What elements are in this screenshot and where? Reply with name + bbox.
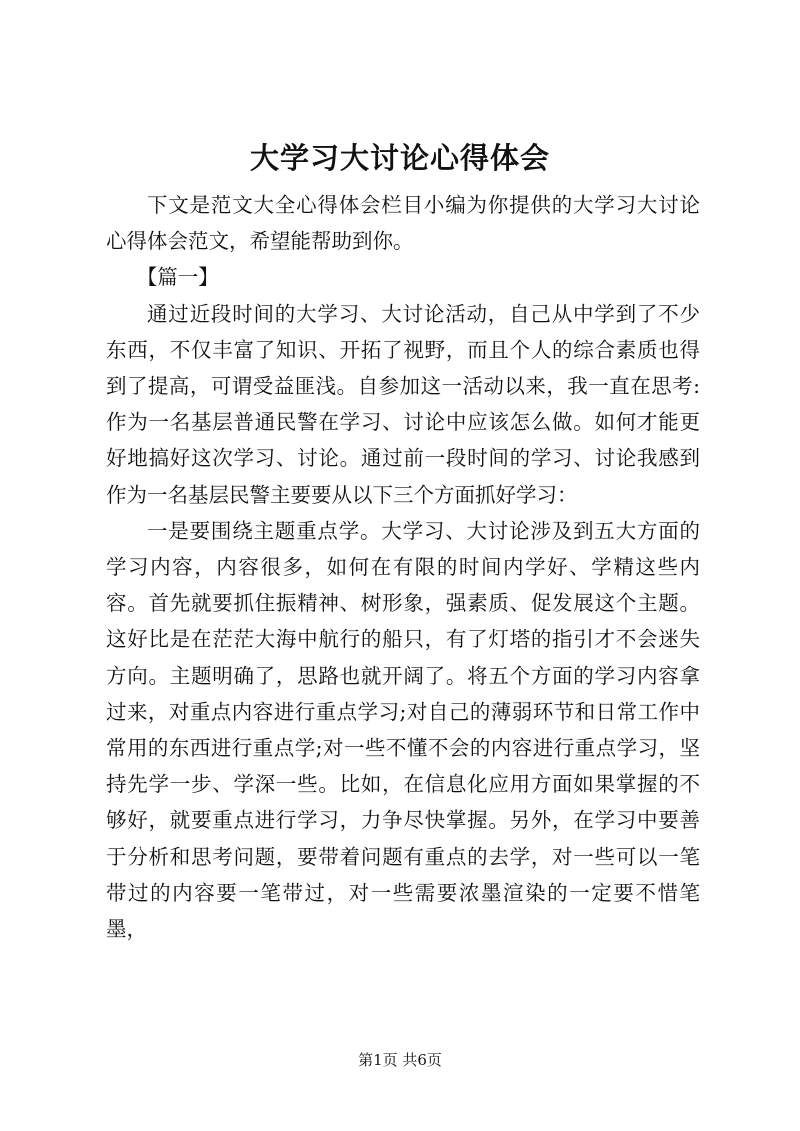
body-paragraph-2: 一是要围绕主题重点学。大学习、大讨论涉及到五大方面的学习内容，内容很多，如何在有限的时间内学好、学精这些内容。首先就要抓住振精神、树形象，强素质、促发展这个主题。这好比是在茫茫大海中航行的船只，有了灯塔的指引才不会迷失方向。主题明确了，思路也就开阔了。将五个方面的学习内容拿过来，对重点内容进行重点学习;对自己的薄弱环节和日常工作中常用的东西进行重点学;对一些不懂不会的内容进行重点学习，坚持先学一步、学深一些。比如，在信息化应用方面如果掌握的不够好，就要重点进行学习，力争尽快掌握。另外，在学习中要善于分析和思考问题，要带着问题有重点的去学，对一些可以一笔带过的内容要一笔带过，对一些需要浓墨渲染的一定要不惜笔墨， — [106, 518, 700, 942]
document-body — [106, 187, 700, 947]
intro-paragraph: 下文是范文大全心得体会栏目小编为你提供的大学习大讨论心得体会范文，希望能帮助到你。 — [106, 193, 700, 254]
page-title: 大学习大讨论心得体会 — [249, 141, 550, 175]
page-footer: 第1页 共6页 — [358, 1051, 442, 1069]
body-paragraph-1: 通过近段时间的大学习、大讨论活动，自己从中学到了不少东西，不仅丰富了知识、开拓了视野，而且个人的综合素质也得到了提高，可谓受益匪浅。自参加这一活动以来，我一直在思考:作为一名基层普通民警在学习、讨论中应该怎么做。如何才能更好地搞好这次学习、讨论。通过前一段时间的学习、讨论我感到作为一名基层民警主要要从以下三个方面抓好学习： — [106, 301, 700, 507]
section-heading: 【篇一】 — [136, 265, 219, 290]
